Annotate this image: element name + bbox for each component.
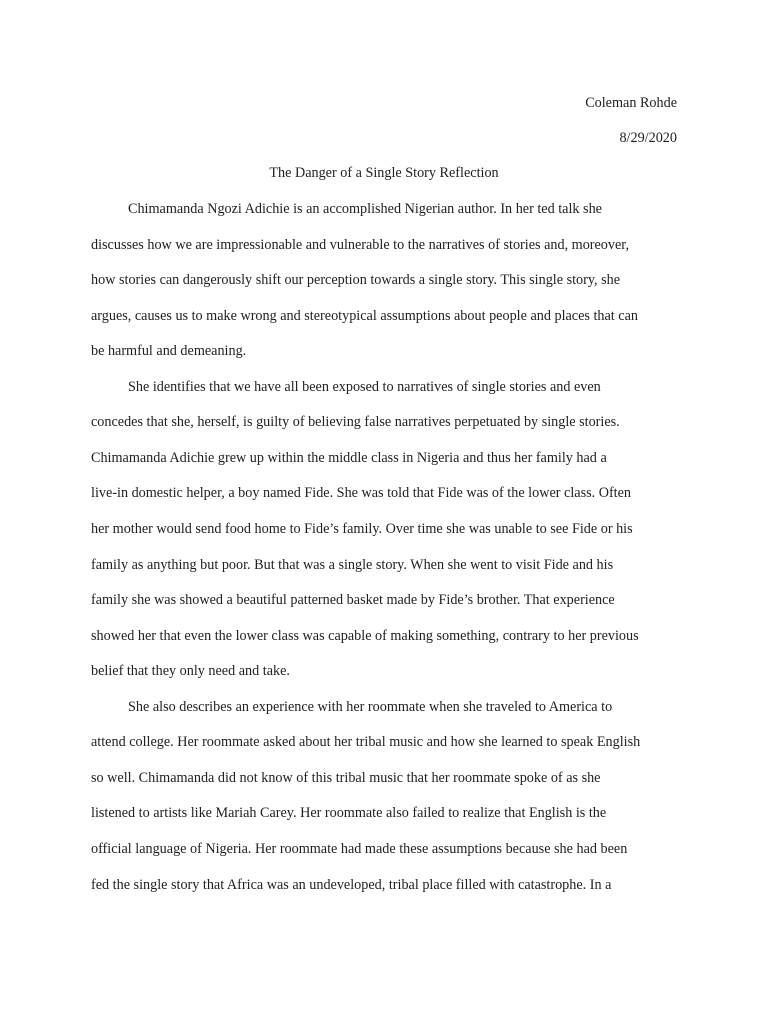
body-line: be harmful and demeaning. [91, 343, 247, 359]
body-line: Chimamanda Adichie grew up within the middle class in Nigeria and thus her family had a [91, 450, 607, 466]
body-line: family she was showed a beautiful patterned basket made by Fide’s brother. That experience [91, 592, 615, 608]
body-line: listened to artists like Mariah Carey. Her roommate also failed to realize that English is the [91, 805, 607, 821]
body-line: so well. Chimamanda did not know of this tribal music that her roommate spoke of as she [91, 770, 601, 786]
body-line: live-in domestic helper, a boy named Fide. She was told that Fide was of the lower class. Often [91, 485, 632, 501]
body-line: discusses how we are impressionable and vulnerable to the narratives of stories and, moreover, [91, 237, 629, 253]
body-line: her mother would send food home to Fide’s family. Over time she was unable to see Fide or his [91, 521, 633, 537]
document-date: 8/29/2020 [619, 130, 677, 146]
body-line: argues, causes us to make wrong and stereotypical assumptions about people and places that can [91, 308, 638, 324]
document-title: The Danger of a Single Story Reflection [269, 165, 499, 181]
body-line: how stories can dangerously shift our perception towards a single story. This single story, she [91, 272, 621, 288]
body-line: concedes that she, herself, is guilty of believing false narratives perpetuated by single stories. [91, 414, 620, 430]
body-line: She also describes an experience with her roommate when she traveled to America to [128, 699, 613, 715]
body-line: official language of Nigeria. Her roommate had made these assumptions because she had been [91, 841, 628, 857]
body-line: attend college. Her roommate asked about her tribal music and how she learned to speak English [91, 734, 641, 750]
body-line: She identifies that we have all been exposed to narratives of single stories and even [128, 379, 601, 395]
body-line: family as anything but poor. But that was a single story. When she went to visit Fide and his [91, 557, 614, 573]
author-name: Coleman Rohde [585, 95, 677, 111]
body-line: fed the single story that Africa was an undeveloped, tribal place filled with catastrophe. In a [91, 877, 612, 893]
body-line: Chimamanda Ngozi Adichie is an accomplished Nigerian author. In her ted talk she [128, 201, 602, 217]
body-line: showed her that even the lower class was capable of making something, contrary to her previous [91, 628, 639, 644]
body-line: belief that they only need and take. [91, 663, 290, 679]
